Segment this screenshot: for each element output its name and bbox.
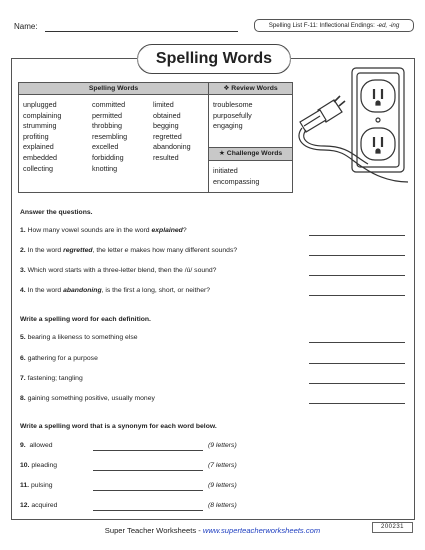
spelling-word: throbbing <box>92 121 122 131</box>
answer-line-1[interactable] <box>309 235 405 236</box>
q2-text-mid: , the letter <box>92 247 125 254</box>
q4-letter: a <box>136 287 141 294</box>
question-number: 12. <box>20 502 30 509</box>
worksheet-title <box>137 44 291 74</box>
question-3 <box>20 267 216 274</box>
review-word: purposefully <box>213 110 252 120</box>
spelling-word: regretted <box>153 131 182 141</box>
letter-count-hint: (9 letters) <box>208 482 237 489</box>
q1-text-before: How many vowel sounds are in the word <box>27 227 152 234</box>
challenge-word: initiated <box>213 166 238 175</box>
q1-word: explained <box>151 227 183 234</box>
spelling-word: resembling <box>92 131 128 141</box>
question-number: 9. <box>20 442 26 449</box>
section-heading-answer: Answer the questions. <box>20 209 93 216</box>
answer-line-11[interactable] <box>93 490 203 491</box>
answer-line-3[interactable] <box>309 275 405 276</box>
footer-url-link[interactable]: www.superteacherworksheets.com <box>202 526 321 535</box>
spelling-word: explained <box>23 142 54 152</box>
review-word: troublesome <box>213 100 253 109</box>
spelling-word: complaining <box>23 110 62 120</box>
q4-word: abandoning <box>63 287 102 294</box>
footer-prefix: Super Teacher Worksheets - <box>104 526 203 535</box>
question-number: 5. <box>20 334 26 341</box>
q1-text-after: ? <box>182 227 187 234</box>
q2-text-after: makes how many different sounds? <box>128 247 238 254</box>
question-number: 4. <box>20 287 26 294</box>
name-line <box>45 31 238 32</box>
spelling-word: resulted <box>153 152 179 162</box>
q2-text-before: In the word <box>27 247 64 254</box>
synonym-word: pulsing <box>30 482 53 489</box>
spelling-word: abandoning <box>153 142 191 152</box>
name-label: Name: <box>14 22 38 31</box>
q7-text: fastening; tangling <box>27 375 83 382</box>
answer-line-9[interactable] <box>93 450 203 451</box>
question-11 <box>20 482 53 489</box>
challenge-word: encompassing <box>213 176 260 186</box>
spelling-word: begging <box>153 121 179 131</box>
question-4 <box>20 287 210 294</box>
spelling-word: embedded <box>23 152 57 162</box>
answer-line-5[interactable] <box>309 342 405 343</box>
q4-text-before: In the word <box>27 287 64 294</box>
worksheet-title-text: Spelling Words <box>155 50 273 67</box>
question-number: 8. <box>20 395 26 402</box>
question-7 <box>20 375 83 382</box>
question-5 <box>20 334 138 341</box>
letter-count-hint: (7 letters) <box>208 462 237 469</box>
question-number: 6. <box>20 355 26 362</box>
answer-line-6[interactable] <box>309 363 405 364</box>
question-number: 2. <box>20 247 26 254</box>
question-1 <box>20 227 187 234</box>
spelling-word: profiting <box>23 131 49 141</box>
spelling-list-tag <box>254 19 414 32</box>
review-word: engaging <box>213 121 243 131</box>
wall-outlet-illustration <box>290 64 410 189</box>
question-number: 1. <box>20 227 26 234</box>
q4-text-after: long, short, or neither? <box>140 287 211 294</box>
answer-line-2[interactable] <box>309 255 405 256</box>
q2-letter: e <box>124 247 129 254</box>
letter-count-hint: (8 letters) <box>208 502 237 509</box>
q8-text: gaining something positive, usually money <box>27 395 155 402</box>
table-divider <box>208 83 209 192</box>
spelling-word: unplugged <box>23 100 57 109</box>
question-10 <box>20 462 57 469</box>
synonym-word: acquired <box>31 502 58 509</box>
letter-count-hint: (9 letters) <box>208 442 237 449</box>
spelling-column-3 <box>153 100 191 164</box>
question-number: 7. <box>20 375 26 382</box>
synonym-word: allowed <box>29 442 53 449</box>
challenge-words-list <box>213 166 259 187</box>
answer-line-8[interactable] <box>309 403 405 404</box>
spelling-word: excelled <box>92 142 119 152</box>
section-heading-synonym: Write a spelling word that is a synonym for each word below. <box>20 423 217 430</box>
spelling-word: obtained <box>153 110 181 120</box>
answer-line-4[interactable] <box>309 295 405 296</box>
q3-text: Which word starts with a three-letter blend, then the /ú/ sound? <box>27 267 217 274</box>
synonym-word: pleading <box>31 462 58 469</box>
word-table <box>18 82 293 193</box>
spelling-word: committed <box>92 100 126 109</box>
q5-text: bearing a likeness to something else <box>27 334 138 341</box>
review-words-list <box>213 100 253 132</box>
challenge-words-header: ★ Challenge Words <box>209 147 292 161</box>
spelling-word: knotting <box>92 163 118 173</box>
section-heading-definition: Write a spelling word for each definition. <box>20 316 151 323</box>
worksheet-code: 200231 <box>372 522 413 533</box>
spelling-column-2 <box>92 100 127 174</box>
question-number: 10. <box>20 462 30 469</box>
answer-line-10[interactable] <box>93 470 203 471</box>
question-6 <box>20 355 98 362</box>
footer <box>0 526 425 535</box>
question-12 <box>20 502 57 509</box>
question-8 <box>20 395 155 402</box>
question-2 <box>20 247 237 254</box>
question-9 <box>20 442 53 449</box>
question-number: 11. <box>20 482 30 489</box>
answer-line-7[interactable] <box>309 383 405 384</box>
answer-line-12[interactable] <box>93 510 203 511</box>
spelling-word: limited <box>153 100 174 109</box>
review-words-header: ❖ Review Words <box>209 83 292 95</box>
q4-text-mid: , is the first <box>101 287 137 294</box>
list-tag-prefix: Spelling List F-11: Inflectional Endings: <box>268 22 377 29</box>
q2-word: regretted <box>63 247 93 254</box>
spelling-word: strumming <box>23 121 57 131</box>
question-number: 3. <box>20 267 26 274</box>
list-tag-suffix: -ed, -ing <box>376 22 400 29</box>
spelling-word: forbidding <box>92 152 124 162</box>
spelling-word: permitted <box>92 110 122 120</box>
spelling-words-header: Spelling Words <box>19 83 208 95</box>
spelling-word: collecting <box>23 163 53 173</box>
q6-text: gathering for a purpose <box>27 355 98 362</box>
spelling-column-1 <box>23 100 61 174</box>
